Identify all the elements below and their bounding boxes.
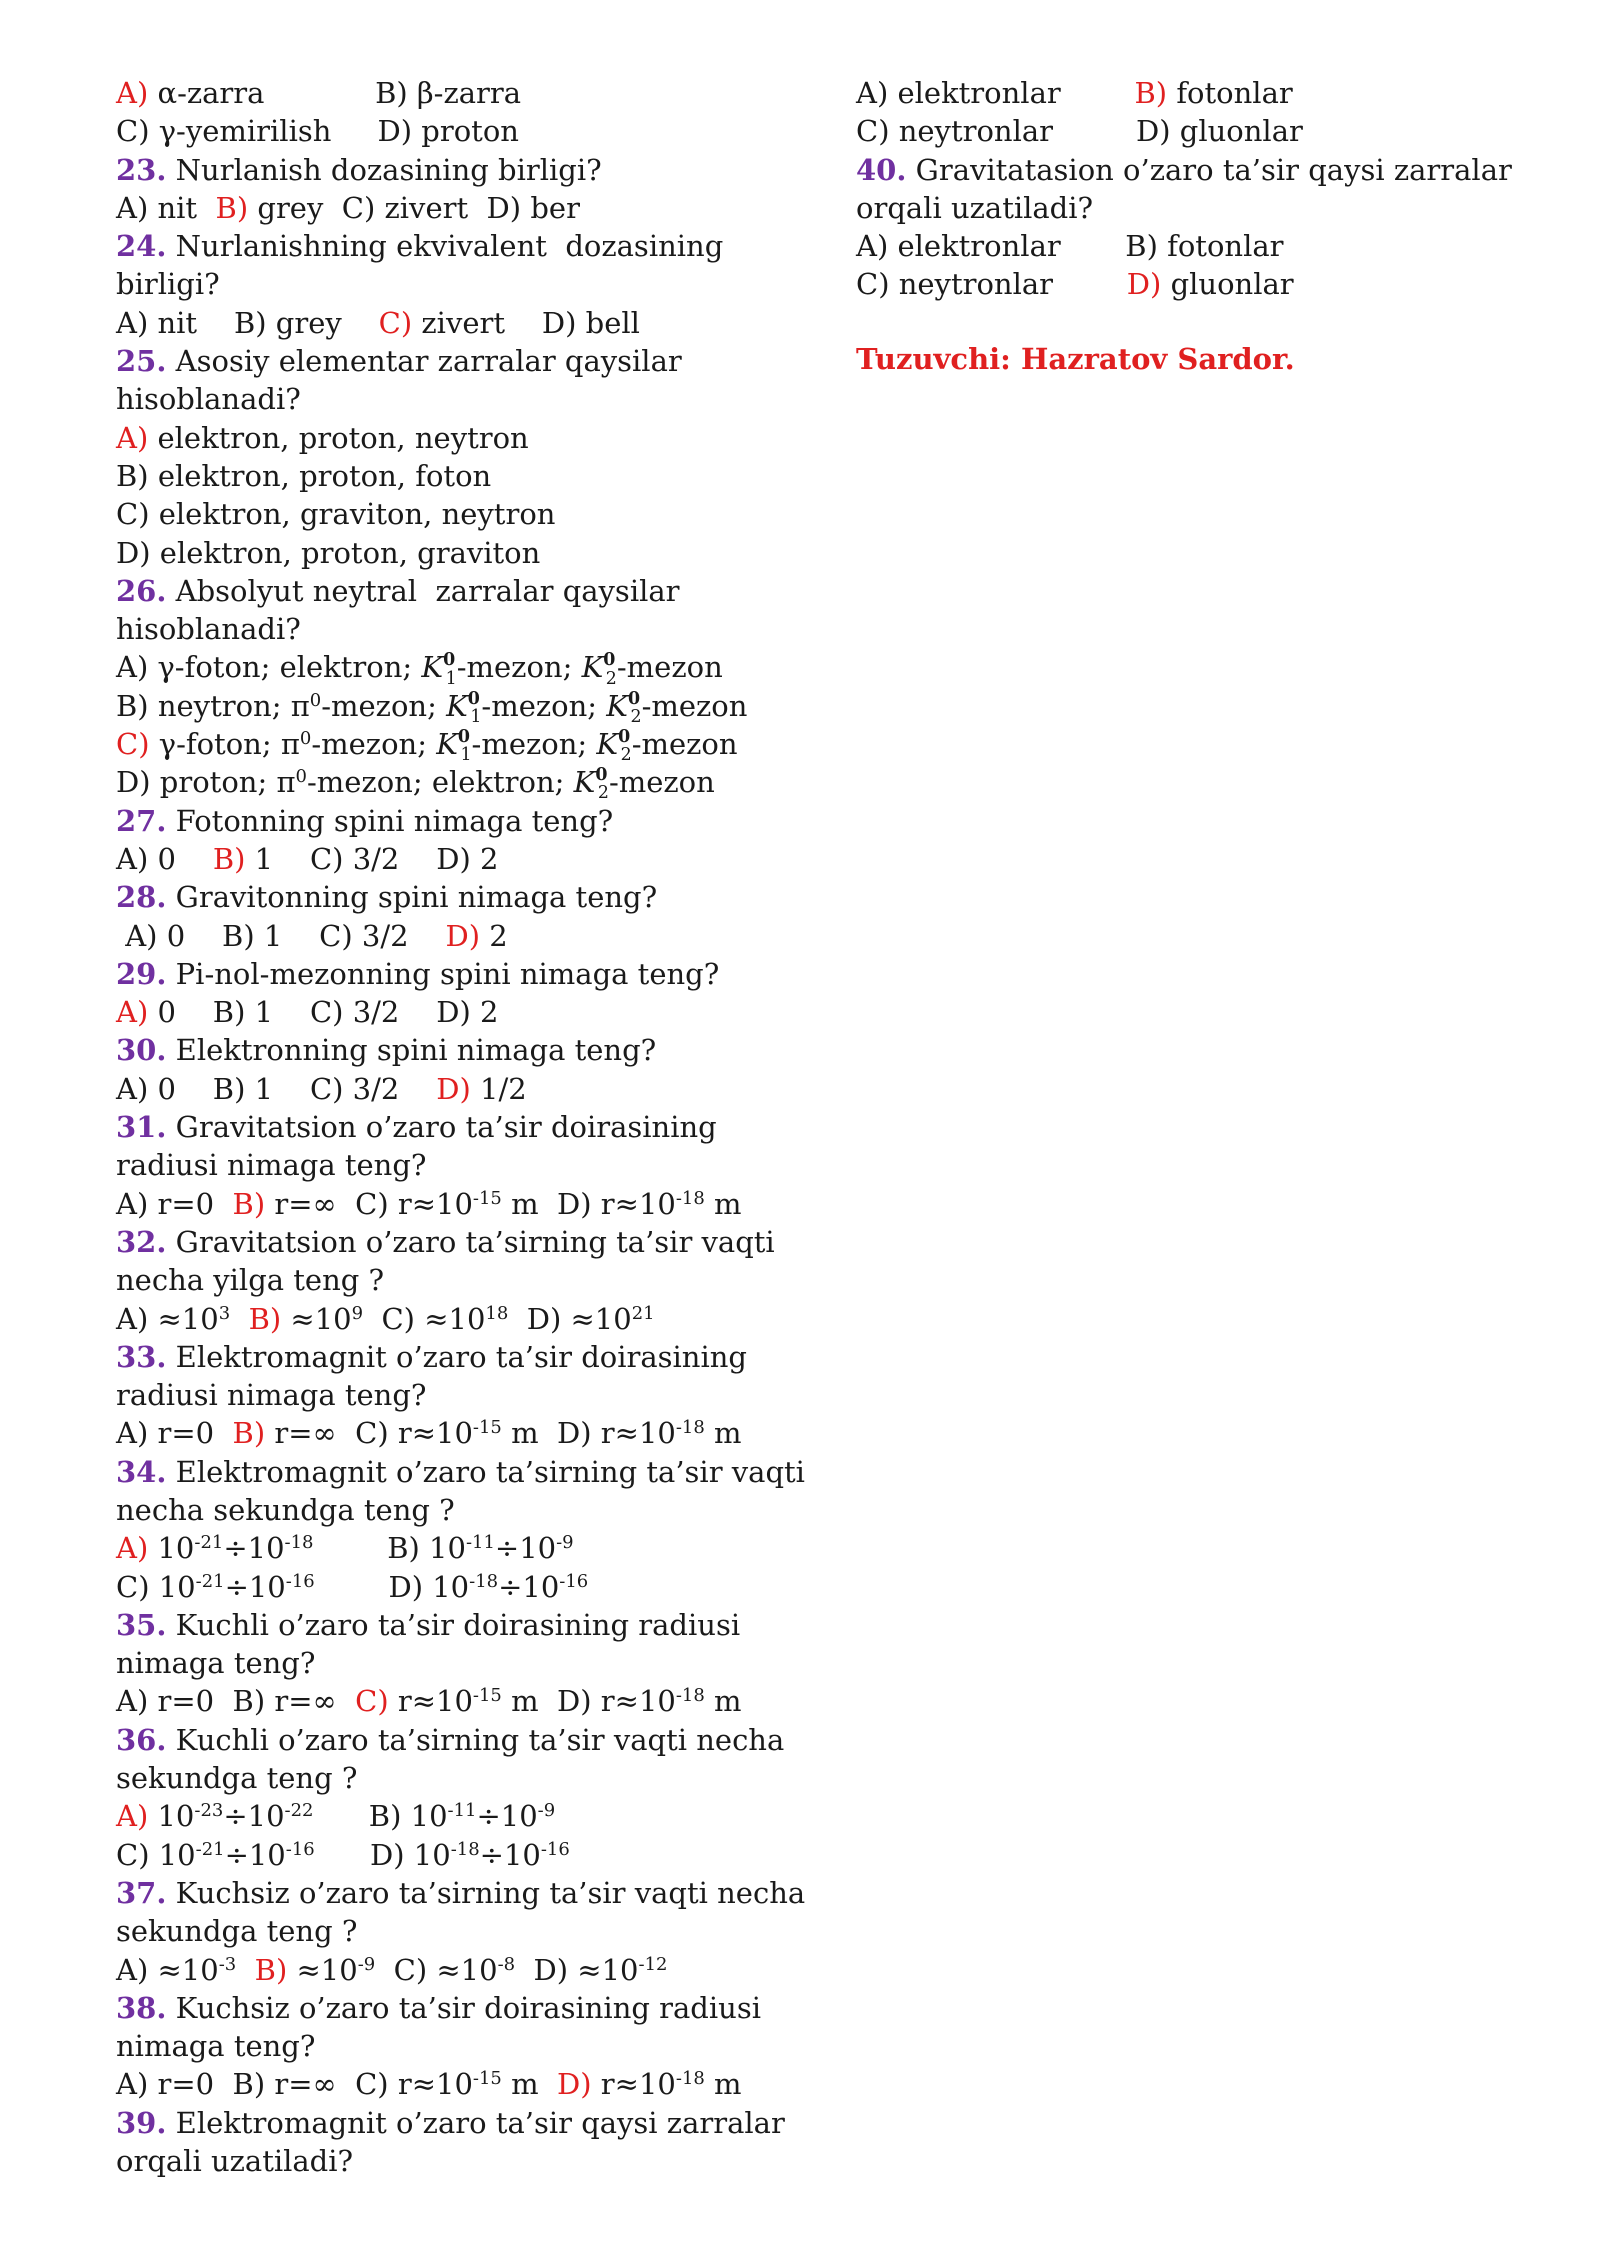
left-line	[116, 1185, 796, 1223]
text-run: C) neytronlar	[856, 267, 1127, 302]
text-run: -mezon; elektron;	[306, 765, 574, 800]
left-line	[116, 380, 796, 418]
text-run: ÷10	[224, 1837, 286, 1872]
right-line	[856, 265, 1556, 303]
text-run: ÷10	[476, 1799, 538, 1834]
left-line	[116, 227, 796, 265]
left-line	[116, 1453, 805, 1491]
left-line	[116, 419, 796, 457]
text-run: ÷10	[224, 1569, 286, 1604]
text-run: Elektromagnit o’zaro ta’sir qaysi zarralar	[166, 2105, 785, 2140]
left-line	[116, 534, 796, 572]
text-run: m	[704, 2067, 742, 2102]
left-line	[116, 1529, 796, 1567]
text-run: Kuchli o’zaro ta’sir doirasining radiusi	[166, 1607, 741, 1642]
text-run: radiusi nimaga teng?	[116, 1148, 427, 1183]
exponent: -11	[465, 1532, 495, 1554]
kaon-symbol: $K^0_1$	[446, 688, 482, 727]
left-line	[116, 1989, 796, 2027]
text-run: B) neytron; π	[116, 688, 310, 723]
text-run: D) ≈10	[515, 1952, 639, 1987]
correct-answer-letter: C)	[378, 305, 413, 340]
text-run: hisoblanadi?	[116, 382, 301, 417]
text-run: A) elektronlar B) fotonlar	[856, 229, 1284, 264]
text-run: m	[501, 2067, 558, 2102]
right-line	[856, 151, 1556, 189]
exponent: -16	[540, 1838, 570, 1860]
left-line	[116, 495, 796, 533]
correct-answer-letter: D)	[557, 2067, 592, 2102]
exponent: -15	[472, 1685, 502, 1707]
text-run: r≈10	[388, 1684, 473, 1719]
text-run: Gravitatasion o’zaro ta’sir qaysi zarralar	[906, 152, 1512, 187]
left-line	[116, 1912, 796, 1950]
question-number: 40.	[856, 152, 907, 187]
exponent: -23	[194, 1800, 224, 1822]
text-run: orqali uzatiladi?	[116, 2144, 354, 2179]
exponent: -22	[284, 1800, 314, 1822]
left-line	[116, 265, 796, 303]
left-line	[116, 1951, 796, 1989]
question-number: 39.	[116, 2105, 167, 2140]
question-number: 35.	[116, 1607, 167, 1642]
text-run: elektron, proton, neytron	[148, 420, 529, 455]
exponent: -18	[469, 1570, 499, 1592]
left-line	[116, 1568, 796, 1606]
left-line	[116, 648, 796, 689]
kaon-symbol: $K^0_1$	[421, 650, 457, 689]
exponent: -16	[285, 1838, 315, 1860]
text-run: ÷10	[494, 1531, 557, 1566]
exponent: 3	[218, 1302, 231, 1324]
kaon-symbol: $K^0_2$	[596, 726, 632, 766]
left-line	[116, 763, 796, 804]
text-run: m	[704, 1416, 742, 1451]
text-run: m	[704, 1186, 742, 1221]
left-line	[116, 1300, 796, 1338]
left-line	[116, 1223, 796, 1261]
text-run: Kuchsiz o’zaro ta’sir doirasining radiusi	[166, 1990, 761, 2025]
correct-answer-letter: B)	[232, 1186, 266, 1221]
left-line	[116, 2027, 796, 2065]
right-question-lines	[856, 74, 1556, 304]
text-run: Nurlanish dozasining birligi?	[166, 152, 602, 187]
left-line	[116, 74, 796, 112]
left-line	[116, 687, 796, 725]
question-number: 29.	[116, 956, 167, 991]
exponent: -9	[537, 1800, 556, 1822]
exponent: -16	[285, 1570, 315, 1592]
text-run: C) 10	[116, 1837, 196, 1872]
exponent: 0	[309, 689, 322, 711]
text-run: A) ≈10	[116, 1952, 219, 1987]
left-line	[116, 840, 796, 878]
text-run: C) ≈10	[363, 1301, 486, 1336]
left-line	[116, 1146, 796, 1184]
correct-answer-letter: D)	[445, 918, 481, 953]
text-run: ≈10	[281, 1301, 352, 1336]
correct-answer-letter: B)	[248, 1301, 282, 1336]
text-run: m D) r≈10	[501, 1684, 676, 1719]
left-line	[116, 189, 796, 227]
right-line	[856, 74, 1556, 112]
text-run: nimaga teng?	[116, 1646, 316, 1681]
question-number: 34.	[116, 1454, 167, 1489]
right-line	[856, 189, 1556, 227]
question-number: 37.	[116, 1875, 167, 1910]
text-run: 2	[480, 918, 508, 953]
exponent: -18	[284, 1532, 314, 1554]
text-run: A) r=0 B) r=∞ C) r≈10	[116, 2067, 473, 2102]
exponent: -12	[638, 1953, 668, 1975]
exponent: 0	[295, 766, 307, 788]
right-column	[856, 74, 1556, 376]
left-line	[116, 457, 796, 495]
exponent: -11	[447, 1800, 477, 1822]
left-line	[116, 1874, 806, 1912]
correct-answer-letter: A)	[116, 76, 149, 110]
correct-answer-letter: C)	[355, 1684, 389, 1719]
text-run: Elektromagnit o’zaro ta’sirning ta’sir vaqti	[166, 1454, 805, 1489]
exponent: -9	[357, 1953, 376, 1975]
text-run	[230, 1302, 248, 1336]
text-run: Fotonning spini nimaga teng?	[166, 803, 614, 838]
exponent: -18	[450, 1838, 480, 1860]
left-line	[116, 955, 796, 993]
left-line	[116, 802, 796, 840]
correct-answer-letter: A)	[116, 1531, 149, 1566]
text-run: A) nit B) grey	[116, 305, 379, 340]
question-number: 31.	[116, 1110, 167, 1145]
exponent: -18	[675, 1417, 705, 1439]
left-line	[116, 1376, 796, 1414]
left-line	[116, 1261, 796, 1299]
exponent: -15	[472, 2068, 502, 2090]
question-number: 28.	[116, 880, 167, 915]
text-run: A) 0	[116, 841, 213, 876]
exponent: -18	[675, 1187, 705, 1209]
left-line	[116, 917, 796, 955]
text-run: necha sekundga teng ?	[116, 1492, 455, 1527]
text-run: sekundga teng ?	[116, 1761, 358, 1796]
text-run: m D) r≈10	[501, 1186, 676, 1221]
text-run: Gravitatsion o’zaro ta’sirning ta’sir vaqti	[166, 1224, 775, 1259]
text-run: D) ≈10	[508, 1301, 632, 1336]
text-run: -mezon;	[481, 688, 607, 723]
text-run: -mezon;	[456, 650, 582, 685]
text-run: -mezon	[631, 727, 738, 762]
left-line	[116, 878, 796, 916]
left-line	[116, 1031, 796, 1069]
text-run: hisoblanadi?	[116, 612, 301, 647]
text-run: grey C) zivert D) ber	[248, 190, 580, 225]
text-run: -mezon	[641, 688, 748, 723]
text-run: zivert D) bell	[412, 305, 640, 340]
kaon-symbol: $K^0_2$	[573, 765, 609, 804]
kaon-symbol: $K^0_2$	[581, 650, 617, 689]
text-run: gluonlar	[1161, 267, 1294, 302]
left-line	[116, 342, 796, 380]
text-run: -mezon	[608, 765, 715, 800]
exponent: -18	[675, 1685, 705, 1707]
left-line	[116, 151, 796, 189]
text-run: Kuchli o’zaro ta’sirning ta’sir vaqti necha	[166, 1722, 785, 1757]
question-number: 26.	[116, 573, 167, 608]
text-run: 1/2	[470, 1071, 527, 1106]
exponent: 0	[299, 728, 312, 750]
left-line	[116, 1070, 796, 1108]
exponent: -21	[195, 1570, 225, 1592]
question-number: 27.	[116, 803, 167, 838]
text-run: D) 10	[314, 1569, 470, 1604]
correct-answer-letter: A)	[116, 1799, 149, 1834]
text-run: Elektromagnit o’zaro ta’sir doirasining	[166, 1339, 747, 1374]
text-run: Gravitatsion o’zaro ta’sir doirasining	[166, 1110, 717, 1145]
text-run: ÷10	[223, 1531, 285, 1566]
text-run: Asosiy elementar zarralar qaysilar	[166, 344, 682, 379]
text-run: 10	[148, 1531, 195, 1566]
exponent: 9	[351, 1302, 364, 1324]
text-run: nimaga teng?	[116, 2029, 316, 2064]
text-run: B) elektron, proton, foton	[116, 458, 492, 493]
correct-answer-letter: B)	[232, 1416, 266, 1451]
kaon-symbol: $K^0_2$	[606, 688, 642, 727]
left-line	[116, 1797, 796, 1835]
exponent: -15	[472, 1417, 502, 1439]
text-run: -mezon;	[321, 688, 447, 723]
text-run: Elektronning spini nimaga teng?	[166, 1033, 657, 1068]
left-line	[116, 2065, 796, 2103]
exponent: -3	[218, 1953, 237, 1975]
left-line	[116, 1491, 796, 1529]
left-line	[116, 993, 796, 1031]
left-line	[116, 1606, 796, 1644]
text-run: A) elektronlar	[856, 76, 1135, 110]
text-run: C) elektron, graviton, neytron	[116, 497, 556, 532]
left-line	[116, 725, 796, 766]
text-run: C) neytronlar D) gluonlar	[856, 114, 1303, 149]
text-run: orqali uzatiladi?	[856, 190, 1094, 225]
text-run: C) 10	[116, 1569, 196, 1604]
text-run: D) 10	[314, 1837, 451, 1872]
correct-answer-letter: B)	[254, 1952, 288, 1987]
right-line	[856, 112, 1556, 150]
left-line	[116, 1414, 796, 1452]
question-number: 38.	[116, 1990, 167, 2025]
exponent: -21	[195, 1838, 225, 1860]
left-line	[116, 572, 796, 610]
left-line	[116, 2104, 796, 2142]
correct-answer-letter: D)	[1126, 267, 1162, 302]
question-number: 32.	[116, 1224, 167, 1259]
right-line	[856, 227, 1556, 265]
text-run: fotonlar	[1167, 76, 1293, 110]
text-run: ÷10	[223, 1799, 285, 1834]
exponent: -18	[675, 2068, 705, 2090]
question-number: 23.	[116, 152, 167, 187]
text-run: A) r=0 B) r=∞	[116, 1684, 356, 1719]
text-run: -mezon;	[471, 727, 597, 762]
text-run: ≈10	[287, 1952, 358, 1987]
left-line	[116, 610, 796, 648]
question-number: 36.	[116, 1722, 167, 1757]
exponent: 18	[485, 1302, 509, 1324]
text-run: B) 10	[313, 1531, 466, 1566]
question-number: 33.	[116, 1339, 167, 1374]
exponent: -21	[194, 1532, 224, 1554]
text-run: Pi-nol-mezonning spini nimaga teng?	[166, 956, 720, 991]
text-run: α-zarra	[148, 76, 376, 110]
text-run: birligi?	[116, 267, 220, 302]
text-run: Absolyut neytral zarralar qaysilar	[166, 573, 680, 608]
text-run	[236, 1953, 254, 1987]
exponent: -16	[559, 1570, 589, 1592]
text-run: D) proton; π	[116, 765, 296, 800]
exponent: -15	[472, 1187, 502, 1209]
text-run: A) 0 B) 1 C) 3/2	[116, 918, 446, 953]
correct-answer-letter: A)	[116, 995, 149, 1030]
left-line	[116, 1759, 796, 1797]
exponent: 21	[631, 1302, 655, 1324]
text-run: γ-foton; π	[149, 727, 300, 762]
text-run: -mezon;	[311, 727, 437, 762]
text-run: Nurlanishning ekvivalent dozasining	[166, 229, 724, 264]
text-run: -mezon	[616, 650, 723, 685]
text-run: A) r=0	[116, 1416, 233, 1451]
exponent: -9	[556, 1532, 574, 1554]
correct-answer-letter: C)	[116, 727, 150, 762]
exponent: -8	[497, 1953, 516, 1975]
text-run: A) r=0	[116, 1186, 233, 1221]
left-line	[116, 1338, 796, 1376]
text-run: Gravitonning spini nimaga teng?	[166, 880, 658, 915]
text-run: B) 10	[313, 1799, 448, 1834]
left-line	[116, 112, 796, 150]
left-line	[116, 1682, 796, 1720]
text-run: 10	[148, 1799, 195, 1834]
text-run: necha yilga teng ?	[116, 1263, 385, 1298]
text-run: r=∞ C) r≈10	[265, 1416, 473, 1451]
text-run: sekundga teng ?	[116, 1914, 358, 1949]
left-line	[116, 1721, 796, 1759]
text-run: 1 C) 3/2 D) 2	[245, 841, 499, 876]
text-run: 0 B) 1 C) 3/2 D) 2	[148, 995, 499, 1030]
text-run: A) 0 B) 1 C) 3/2	[116, 1071, 437, 1106]
left-line	[116, 1836, 796, 1874]
text-run: m D) r≈10	[501, 1416, 676, 1451]
text-run: A) nit	[116, 190, 216, 225]
text-run: ÷10	[479, 1837, 541, 1872]
question-number: 30.	[116, 1033, 167, 1068]
left-line	[116, 1644, 796, 1682]
left-line	[116, 2142, 796, 2180]
text-run: m	[704, 1684, 742, 1719]
text-run: C) γ-yemirilish D) proton	[116, 114, 519, 149]
author-credit: Tuzuvchi: Hazratov Sardor.	[856, 341, 1295, 376]
question-number: 24.	[116, 229, 167, 264]
text-run: D) elektron, proton, graviton	[116, 535, 541, 570]
text-run: A) ≈10	[116, 1301, 219, 1336]
text-run: radiusi nimaga teng?	[116, 1378, 427, 1413]
left-line	[116, 304, 796, 342]
left-line	[116, 1108, 796, 1146]
question-number: 25.	[116, 344, 167, 379]
kaon-symbol: $K^0_1$	[436, 726, 472, 766]
correct-answer-letter: D)	[436, 1071, 471, 1106]
text-run: B) β-zarra	[375, 76, 522, 110]
text-run: A) γ-foton; elektron;	[116, 650, 422, 685]
text-run: ÷10	[498, 1569, 560, 1604]
text-run: r≈10	[591, 2067, 676, 2102]
correct-answer-letter: B)	[215, 190, 249, 225]
text-run: r=∞ C) r≈10	[265, 1186, 473, 1221]
text-run: C) ≈10	[375, 1952, 498, 1987]
correct-answer-letter: A)	[116, 420, 149, 455]
correct-answer-letter: B)	[1134, 76, 1168, 110]
left-column	[116, 74, 806, 2180]
correct-answer-letter: B)	[212, 841, 246, 876]
text-run: Kuchsiz o’zaro ta’sirning ta’sir vaqti necha	[166, 1875, 806, 1910]
